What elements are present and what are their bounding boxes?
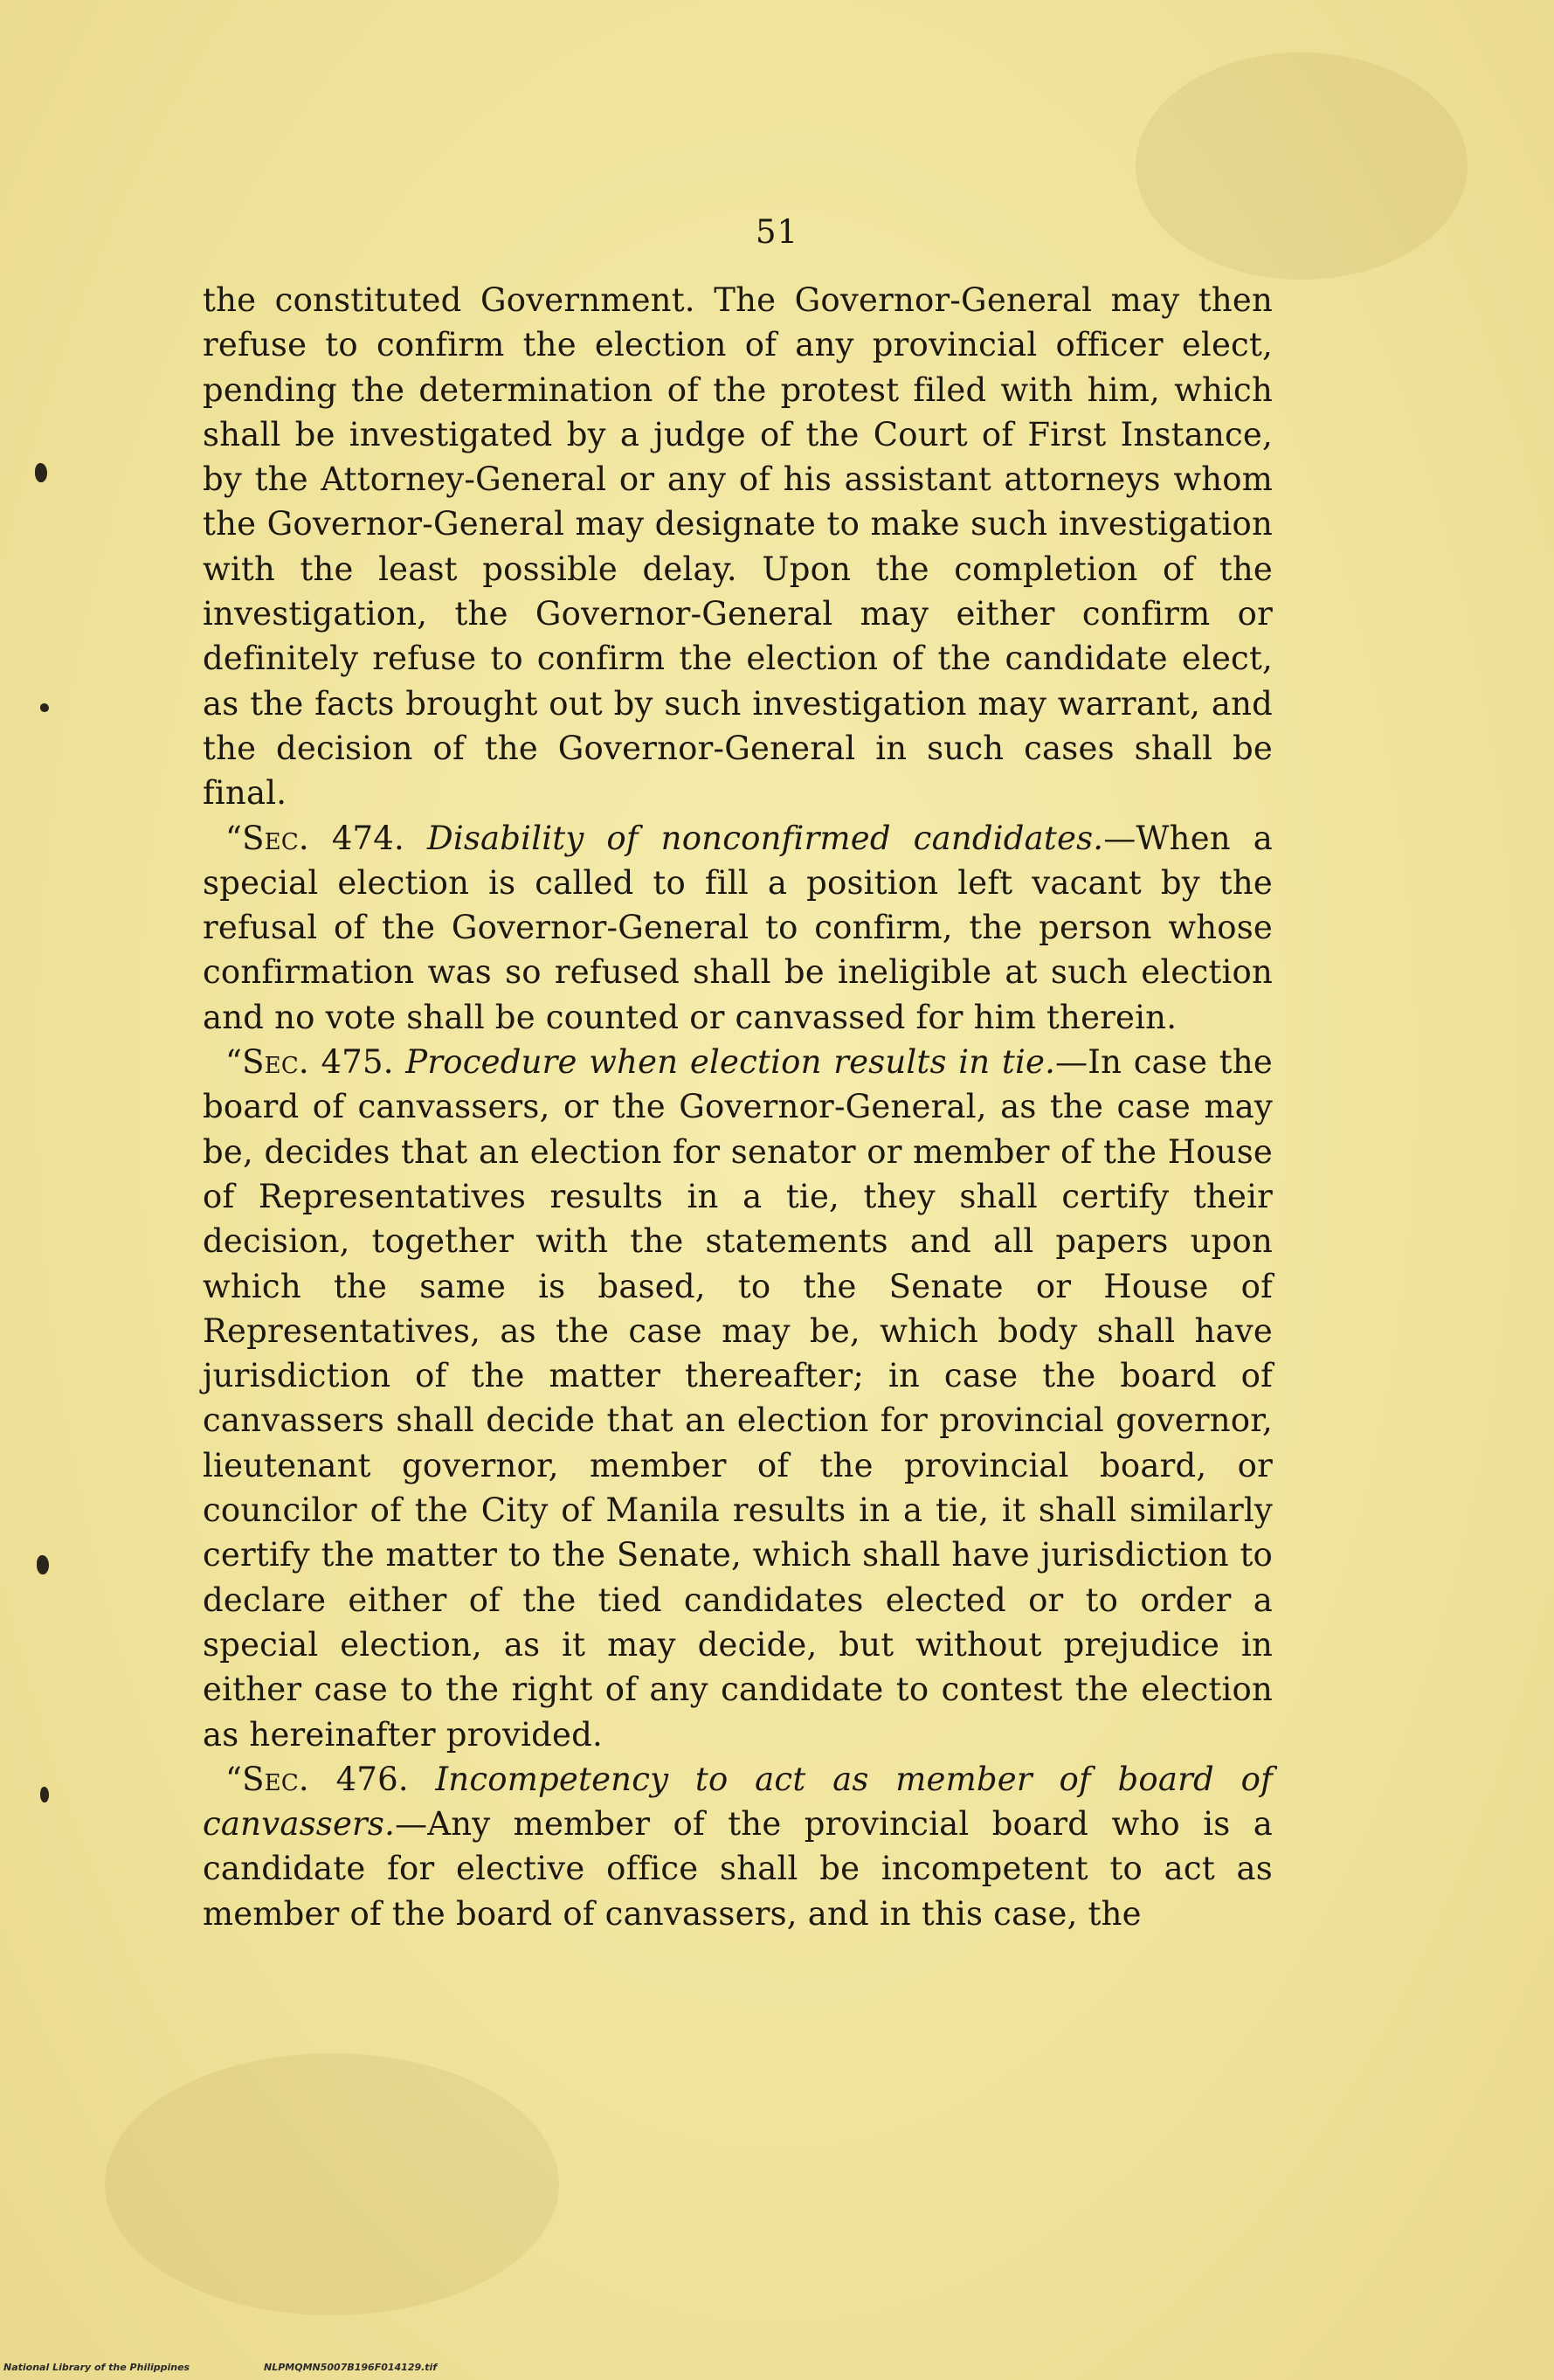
binding-hole-mark <box>40 1787 49 1802</box>
section-474 <box>203 816 1273 1040</box>
section-text: —Any member of the provincial board who is a candidate for elective office shall be incompetent to act as member of the board of canvassers, and in this case, the <box>203 1805 1273 1933</box>
section-475 <box>203 1040 1273 1757</box>
paper-stain <box>105 2053 559 2315</box>
body-text <box>203 278 1273 1936</box>
footer-library-name: National Library of the Philippines <box>3 2362 190 2373</box>
section-label: “Sec. 474. <box>225 819 405 857</box>
binding-hole-mark <box>40 703 49 712</box>
paragraph-continuation <box>203 278 1273 816</box>
section-title: Disability of nonconfirmed candidates. <box>426 819 1104 857</box>
section-476 <box>203 1757 1273 1936</box>
section-label: “Sec. 476. <box>225 1760 409 1798</box>
section-title: Procedure when election results in tie. <box>405 1043 1056 1082</box>
footer-file-id: NLPMQMN5007B196F014129.tif <box>264 2362 438 2373</box>
section-text: —When a special election is called to fill a position left vacant by the refusal of the Governor-General to confirm, the person whose confirmation was so refused shall be ineligible at such election and no vote shall be counted or canvassed for him therein. <box>203 819 1274 1036</box>
binding-hole-mark <box>37 1555 49 1574</box>
page-number: 51 <box>755 213 799 251</box>
binding-hole-mark <box>35 463 47 482</box>
section-title: Incompetency to act as member of board of canvassers. <box>203 1760 1273 1844</box>
section-text: —In case the board of canvassers, or the Governor-General, as the case may be, decides that an election for senator or member of the House of Representatives results in a tie, they shall certify their decision, together with the statements and all papers upon which the same is based, to the Senate or House of Representatives, as the case may be, which body shall have jurisdiction of the matter thereafter; in case the board of canvassers shall decide that an election for provincial governor, lieutenant governor, member of the provincial board, or councilor of the City of Manila results in a tie, it shall similarly certify the matter to the Senate, which shall have jurisdiction to declare either of the tied candidates elected or to order a special election, as it may decide, but without prejudice in either case to the right of any candidate to contest the election as hereinafter provided. <box>203 1043 1273 1754</box>
section-label: “Sec. 475. <box>225 1043 394 1082</box>
paragraph-text: the constituted Government. The Governor-General may then refuse to confirm the election of any provincial officer elect, pending the determination of the protest filed with him, which shall be investigated by a judge of the Court of First Instance, by the Attorney-General or any of his assistant attorneys whom the Governor-General may designate to make such investigation with the least possible delay. Upon the completion of the investigation, the Governor-General may either confirm or definitely refuse to confirm the election of the candidate elect, as the facts brought out by such investigation may warrant, and the decision of the Governor-General in such cases shall be final. <box>203 281 1273 813</box>
